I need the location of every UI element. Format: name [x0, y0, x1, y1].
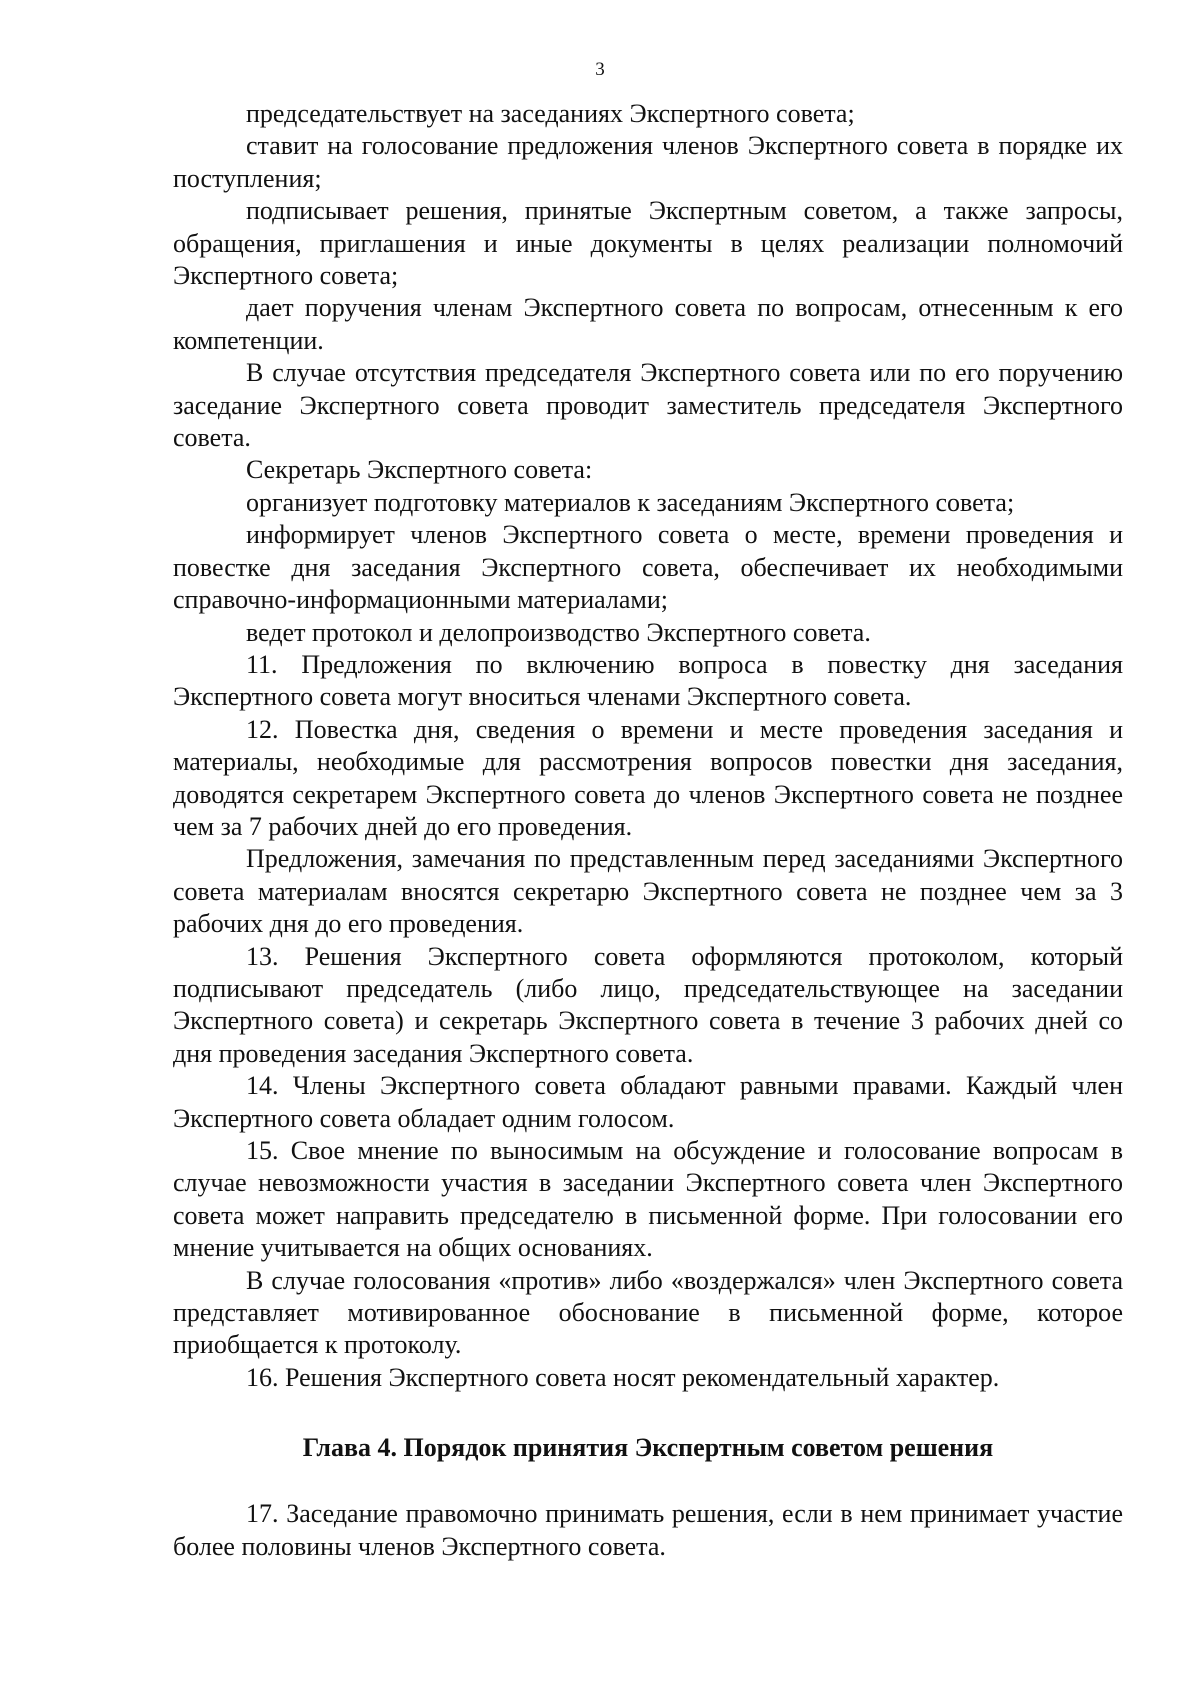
- paragraph-item-12: 12. Повестка дня, сведения о времени и месте проведения заседания и материалы, необходимые для рассмотрения вопросов повестки дня заседания, доводятся секретарем Экспертного совета до членов Экспертного совета не позднее чем за 7 рабочих дней до его проведения.: [173, 714, 1123, 841]
- paragraph-chair-puts-to-vote: ставит на голосование предложения членов Экспертного совета в порядке их поступления;: [173, 131, 1123, 193]
- paragraph-chair-instructs: дает поручения членам Экспертного совета по вопросам, отнесенным к его компетенции.: [173, 293, 1123, 355]
- paragraph-secretary-records: ведет протокол и делопроизводство Экспертного совета.: [246, 617, 871, 647]
- paragraph-item-15: 15. Свое мнение по выносимым на обсуждение и голосование вопросам в случае невозможности участия в заседании Экспертного совета член Экспертного совета может направить председателю в письменной форме. При голосовании его мнение учитывается на общих основаниях.: [173, 1136, 1123, 1263]
- paragraph-secretary-heading: Секретарь Экспертного совета:: [246, 455, 593, 485]
- paragraph-item-15-voting: В случае голосования «против» либо «воздержался» член Экспертного совета представляет мотивированное обоснование в письменной форме, которое приобщается к протоколу.: [173, 1265, 1123, 1360]
- chapter-heading: Глава 4. Порядок принятия Экспертным советом решения: [302, 1433, 994, 1463]
- paragraph-item-14: 14. Члены Экспертного совета обладают равными правами. Каждый член Экспертного совета обладает одним голосом.: [173, 1071, 1123, 1133]
- document-body: [173, 98, 1123, 1563]
- paragraph-item-16: 16. Решения Экспертного совета носят рекомендательный характер.: [246, 1362, 1000, 1392]
- page-number: 3: [595, 59, 605, 80]
- paragraph-chair-signs: подписывает решения, принятые Экспертным советом, а также запросы, обращения, приглашения и иные документы в целях реализации полномочий Экспертного совета;: [173, 196, 1123, 291]
- paragraph-secretary-informs: информирует членов Экспертного совета о месте, времени проведения и повестке дня заседания Экспертного совета, обеспечивает их необходимыми справочно-информационными материалами;: [173, 520, 1123, 615]
- paragraph-item-17: 17. Заседание правомочно принимать решения, если в нем принимает участие более половины членов Экспертного совета.: [173, 1499, 1123, 1561]
- paragraph-item-13: 13. Решения Экспертного совета оформляются протоколом, который подписывают председатель (либо лицо, председательствующее на заседании Экспертного совета) и секретарь Экспертного совета в течение 3 рабочих дней со дня проведения заседания Экспертного совета.: [173, 941, 1123, 1068]
- paragraph-deputy-chair: В случае отсутствия председателя Экспертного совета или по его поручению заседание Экспертного совета проводит заместитель председателя Экспертного совета.: [173, 358, 1123, 453]
- paragraph-item-12-proposals: Предложения, замечания по представленным перед заседаниями Экспертного совета материалам вносятся секретарю Экспертного совета не позднее чем за 3 рабочих дня до его проведения.: [173, 844, 1123, 939]
- paragraph-secretary-prepares: организует подготовку материалов к заседаниям Экспертного совета;: [246, 487, 1015, 517]
- paragraph-item-11: 11. Предложения по включению вопроса в повестку дня заседания Экспертного совета могут вноситься членами Экспертного совета.: [173, 649, 1123, 712]
- paragraph-chair-presides: председательствует на заседаниях Экспертного совета;: [246, 99, 855, 128]
